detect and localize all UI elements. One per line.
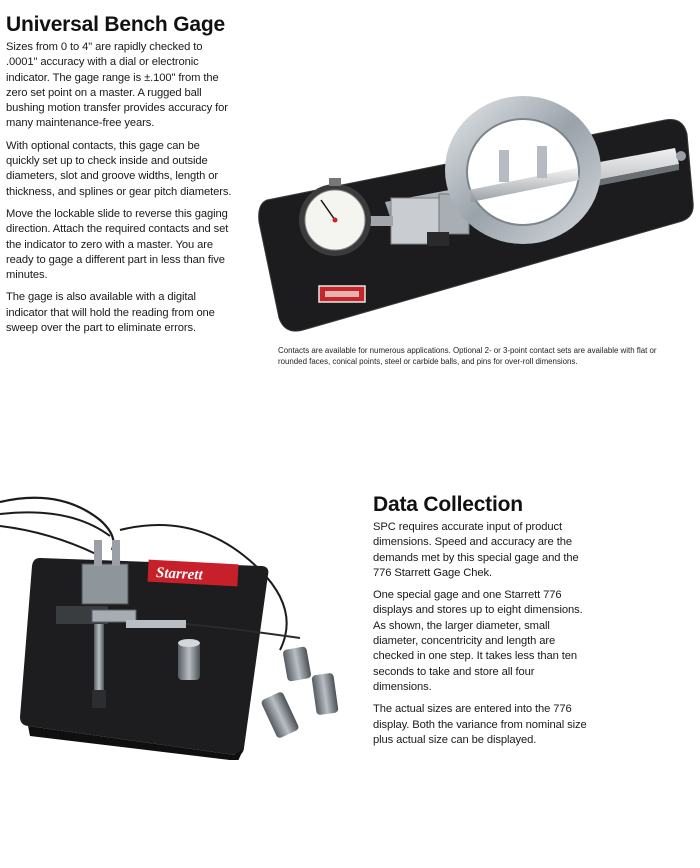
bench-gage-description [6, 40, 232, 343]
paragraph: SPC requires accurate input of product dimensions. Speed and accuracy are the demands met by this special gage and the 776 Starrett Gage Chek. [373, 521, 579, 579]
paragraph: Move the lockable slide to reverse this gaging direction. Attach the required contacts and set the indicator to zero with a master. You are ready to gage a different part in less than five minutes. [6, 207, 229, 282]
paragraph: Sizes from 0 to 4" are rapidly checked to .0001" accuracy with a dial or electronic indicator. The gage range is ±.100" from the zero set point on a master. A rugged ball bushing motion transfer provides accuracy for many maintenance-free years. [6, 41, 228, 130]
paragraph: With optional contacts, this gage can be quickly set up to check inside and outside diameters, slot and groove widths, length or thickness, and splines or gear pitch diameters. [6, 139, 232, 198]
paragraph: The gage is also available with a digital indicator that will hold the reading from one sweep over the part to eliminate errors. [6, 291, 215, 335]
bench-gage-caption: Contacts are available for numerous applications. Optional 2- or 3-point contact sets are available with flat or rounded faces, conical points, steel or carbide balls, and pins for over-roll dimensions. [278, 346, 657, 366]
data-collection-description [373, 520, 595, 755]
starrett-logo: Starrett [155, 565, 203, 584]
data-collection-photo [0, 480, 370, 760]
paragraph: One special gage and one Starrett 776 displays and stores up to eight dimensions. As shown, the larger diameter, small diameter, concentricity and length are checked in one step. It takes less than ten seconds to take and store all four dimensions. [373, 589, 583, 693]
paragraph: The actual sizes are entered into the 776 display. Both the variance from nominal size plus actual size can be displayed. [373, 703, 587, 746]
section-title-data-collection: Data Collection [373, 493, 523, 516]
section-title-bench-gage: Universal Bench Gage [6, 13, 225, 36]
bench-gage-photo [255, 90, 695, 340]
